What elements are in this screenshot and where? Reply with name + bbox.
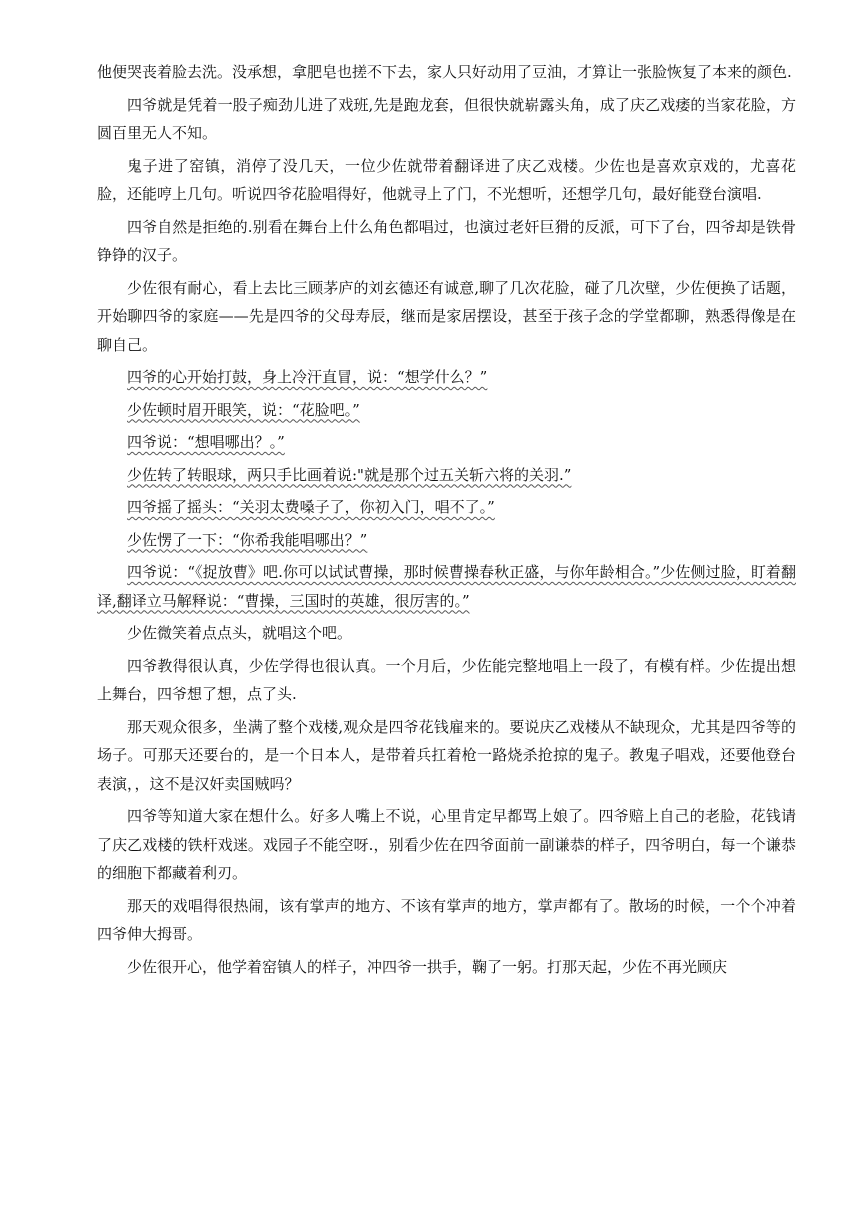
paragraph: 鬼子进了窑镇，消停了没几天，一位少佐就带着翻译进了庆乙戏楼。少佐也是喜欢京戏的，尤喜花脸，还能哼上几句。听说四爷花脸唱得好，他就寻上了门，不光想听，还想学几句，最好能登台演唱. xyxy=(97,156,796,203)
paragraph: 四爷就是凭着一股子痴劲儿进了戏班,先是跑龙套，但很快就崭露头角，成了庆乙戏痿的当家花脸，方圆百里无人不知。 xyxy=(97,95,796,142)
dialogue-line xyxy=(97,363,796,392)
paragraph: 四爷等知道大家在想什么。好多人嘴上不说，心里肯定早都骂上娘了。四爷赔上自己的老脸，花钱请了庆乙戏楼的铁杆戏迷。戏园子不能空呀.，别看少佐在四爷面前一副谦恭的样子，四爷明白，每一个谦恭的细胞下都藏着利刃。 xyxy=(97,807,796,882)
dialogue-line xyxy=(97,396,796,425)
paragraph: 那天观众很多，坐满了整个戏楼,观众是四爷花钱雇来的。要说庆乙戏楼从不缺现众，尤其是四爷等的场子。可那天还要台的，是一个日本人，是带着兵扛着枪一路烧杀抢掠的鬼子。教鬼子唱戏，还要他登台表演，，这不是汉奸卖国贼吗？ xyxy=(97,717,796,793)
paragraph: 四爷自然是拒绝的.别看在舞台上什么角色都唱过，也演过老奸巨猾的反派，可下了台，四爷却是铁骨铮铮的汉子。 xyxy=(97,217,796,264)
underlined-text: 少佐转了转眼球，两只手比画着说:"就是那个过五关斩六将的关羽.” xyxy=(127,465,572,484)
paragraph: 他便哭丧着脸去洗。没承想，拿肥皂也搓不下去，家人只好动用了豆油，才算让一张脸恢复了本来的颜色. xyxy=(97,63,792,81)
paragraph: 四爷教得很认真，少佐学得也很认真。一个月后，少佐能完整地唱上一段了，有模有样。少佐提出想上舞台，四爷想了想，点了头. xyxy=(97,656,796,703)
dialogue-line xyxy=(97,461,796,490)
underlined-text: 少佐顿时眉开眼笑，说：“花脸吧。” xyxy=(127,400,360,419)
underlined-text: 四爷摇了摇头：“关羽太费嗓子了，你初入门，唱不了。” xyxy=(127,498,495,516)
underlined-text: 四爷说：“《捉放曹》吧.你可以试试曹操，那时候曹操春秋正盛，与你年龄相合。”少佐侧过脸，盯着翻译,翻译立马解释说：“曹操，三国时的英雄，很厉害的。” xyxy=(97,563,796,610)
dialogue-line xyxy=(97,558,796,615)
dialogue-line xyxy=(97,493,796,522)
underlined-text: 少佐愣了一下：“你希我能唱哪出？” xyxy=(127,530,368,549)
paragraph: 少佐很有耐心，看上去比三顾茅庐的刘玄德还有诚意,聊了几次花脸，碰了几次壁，少佐便换了话题，开始聊四爷的家庭——先是四爷的父母寿辰，继而是家居摆设，甚至于孩子念的学堂都聊，熟悉得像是在聊自己。 xyxy=(97,278,796,354)
paragraph: 那天的戏唱得很热闹，该有掌声的地方、不该有掌声的地方，掌声都有了。散场的时候，一个个冲着四爷伸大拇哥。 xyxy=(97,896,796,943)
dialogue-line xyxy=(97,428,796,457)
paragraph: 少佐微笑着点点头，就唱这个吧。 xyxy=(127,624,353,642)
underlined-text: 四爷说：“想唱哪出？。” xyxy=(127,433,285,451)
dialogue-line xyxy=(97,526,796,555)
underlined-text: 四爷的心开始打鼓，身上冷汗直冒，说：“想学什么？” xyxy=(127,368,488,386)
paragraph: 少佐很开心，他学着窑镇人的样子，冲四爷一拱手，鞠了一躬。打那天起，少佐不再光顾庆 xyxy=(127,957,728,976)
